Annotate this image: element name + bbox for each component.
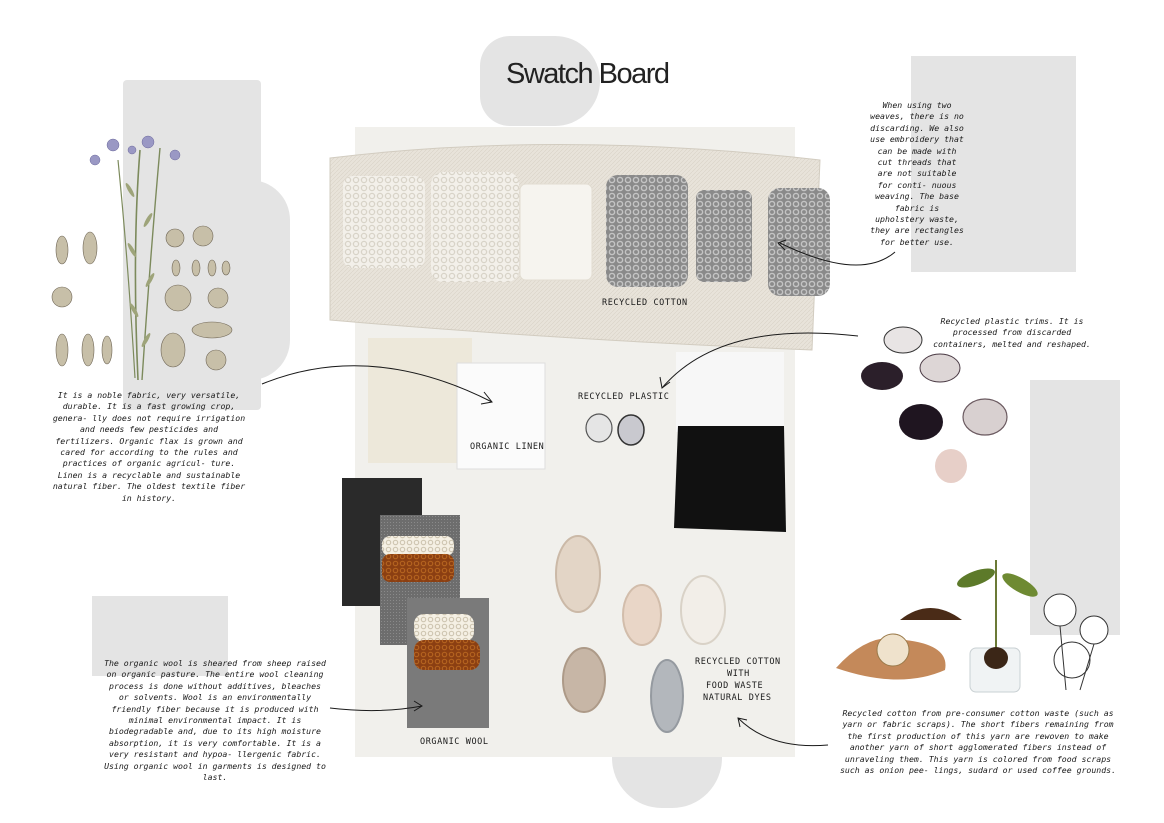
seed-botanical-illustrations <box>52 226 232 370</box>
white-loop-swatch-3 <box>520 184 592 280</box>
plastic-button-sample-1 <box>586 414 612 442</box>
grey-loop-swatch-2 <box>696 190 752 282</box>
rust-loop-band-2 <box>414 640 480 670</box>
avocado-seedling <box>955 560 1041 692</box>
yarn-bundle-white <box>681 576 725 644</box>
yarn-bundle-grey <box>651 660 683 732</box>
linen-description: It is a noble fabric, very versatile, durable. It is a fast growing crop, genera- lly does not require irrigation and needs few pesticides and fertilizers. Organic flax is grown and cared for according to the rules and practices of organic agricul- ture. Linen is a recyclable and sustainable natural fiber. The oldest textile fiber in history. <box>52 390 246 503</box>
organic-linen-label: ORGANIC LINEN <box>470 442 545 452</box>
dyes-label-line-1: RECYCLED COTTON <box>695 657 781 667</box>
recycled-plastic-label: RECYCLED PLASTIC <box>578 392 670 402</box>
coffee-grounds <box>900 608 962 620</box>
dyes-label-line-4: NATURAL DYES <box>703 693 772 703</box>
white-cotton-swatch <box>676 352 784 432</box>
grey-loop-swatch-3 <box>768 188 830 296</box>
cream-linen-swatch <box>368 338 472 463</box>
recycled-cotton-label: RECYCLED COTTON <box>602 298 688 308</box>
dyes-label-line-3: FOOD WASTE <box>706 681 764 691</box>
cotton-description: Recycled cotton from pre-consumer cotton waste (such as yarn or fabric scraps). The short fibers remaining from the first production of this yarn are rewoven to make another yarn of short agglomerated fibers instead of unraveling them. This yarn is colored from food scraps such as onion pee- lings, sudard or used coffee grounds. <box>839 708 1117 776</box>
organic-linen-swatch <box>457 363 545 469</box>
white-loop-swatch-2 <box>431 172 519 282</box>
plastic-button-sample-2 <box>618 415 644 445</box>
weaving-description: When using two weaves, there is no discarding. We also use embroidery that can be made with cut threads that are not suitable for conti- nuous weaving. The base fabric is upholstery waste, they are rectangles for better use. <box>870 100 964 247</box>
yarn-bundle-pink <box>623 585 661 645</box>
white-loop-swatch-1 <box>343 176 425 268</box>
cream-loop-band-2 <box>414 614 474 642</box>
yarn-bundle-beige <box>556 536 600 612</box>
cotton-plant-illustration <box>1044 594 1108 690</box>
black-fabric-swatch <box>674 426 786 532</box>
plastic-trim-buttons <box>861 327 1007 483</box>
cream-loop-band-1 <box>382 536 454 556</box>
page-title: Swatch Board <box>506 58 669 90</box>
dyes-label-line-2: WITH <box>727 669 750 679</box>
onion-peel <box>836 634 946 680</box>
organic-wool-label: ORGANIC WOOL <box>420 737 489 747</box>
grey-loop-swatch-1 <box>606 175 688 287</box>
wool-description: The organic wool is sheared from sheep raised on organic pasture. The entire wool cleaning process is done without additives, bleaches or solvents. Wool is an environmentally friendly fiber because it is produced with minimal environmental impact. It is biodegradable and, due to its high moisture absorption, it is very comfortable. It is a very resistant and hypoa- llergenic fabric. Using organic wool in garments is designed to last. <box>104 658 326 783</box>
plastic-description: Recycled plastic trims. It is processed from discarded containers, melted and reshaped. <box>933 316 1091 349</box>
yarn-bundle-taupe <box>563 648 605 712</box>
rust-loop-band-1 <box>382 554 454 582</box>
